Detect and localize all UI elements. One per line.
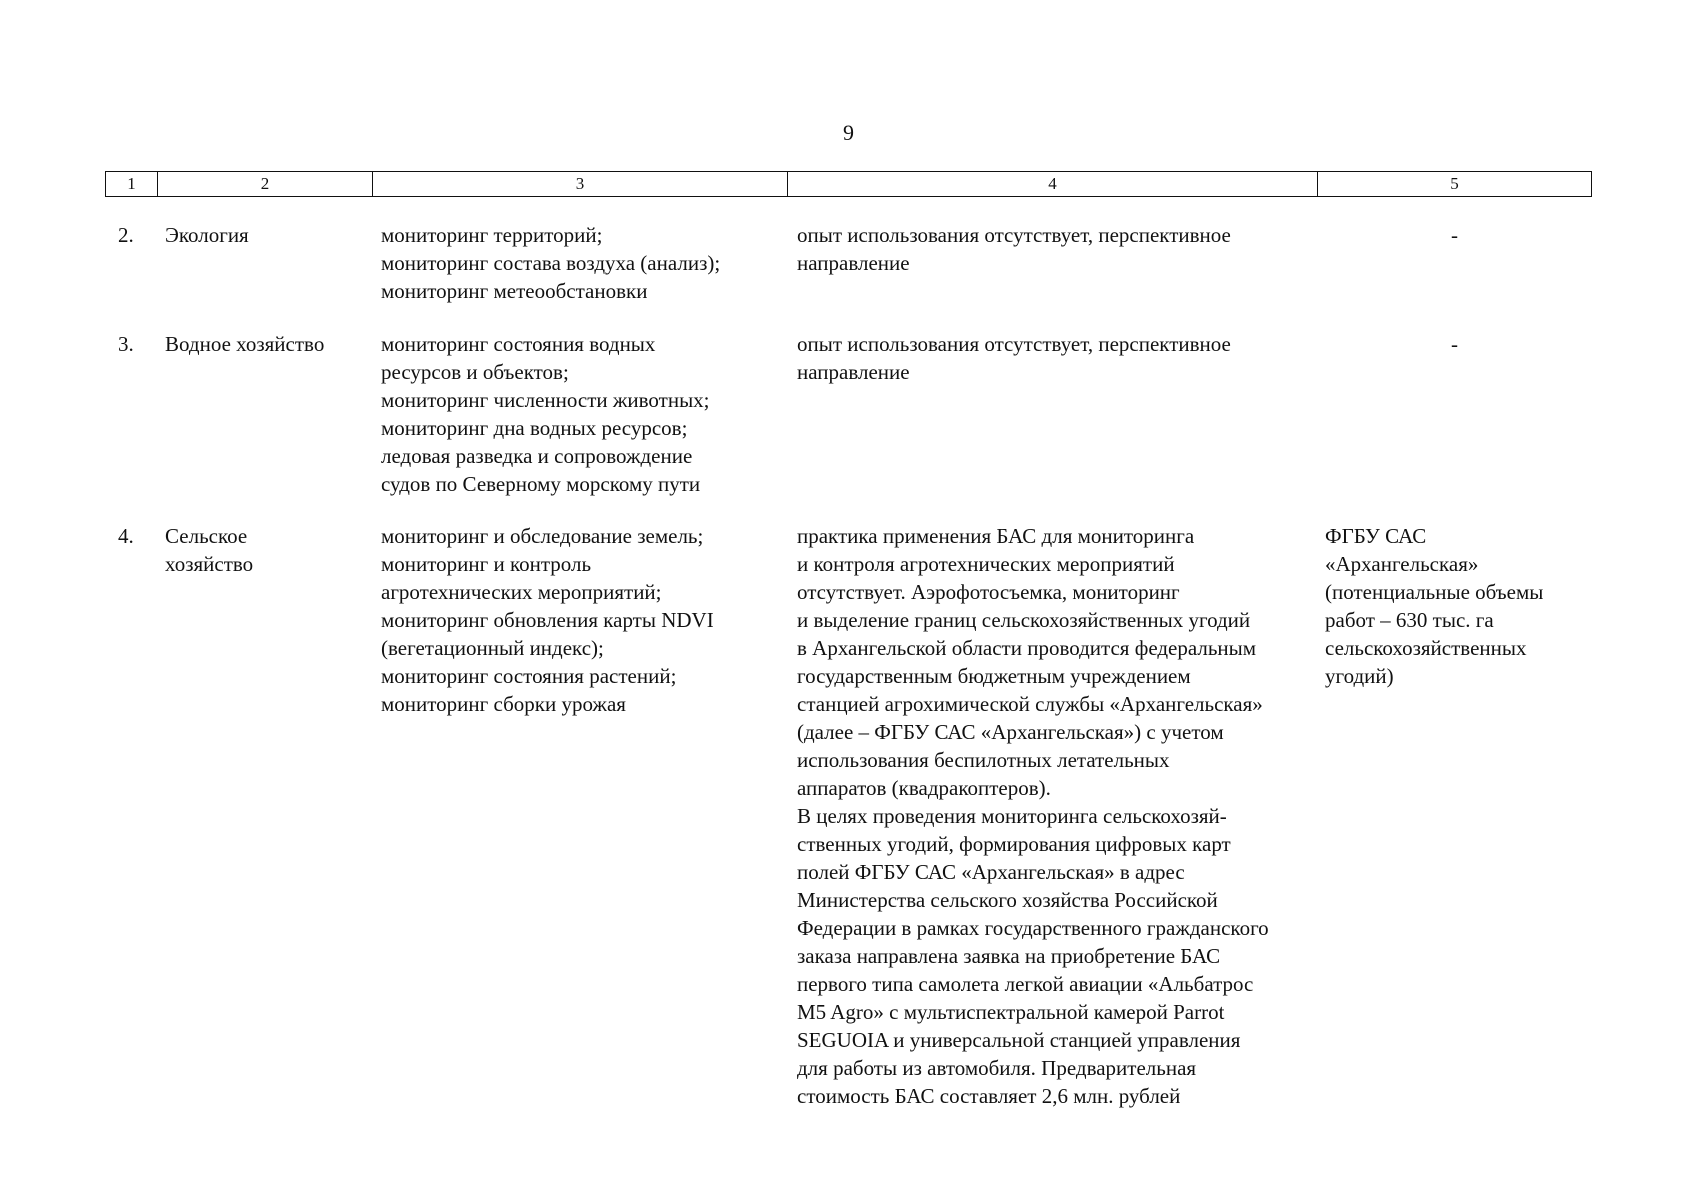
header-col-3: 3 xyxy=(373,172,788,196)
experience-line: полей ФГБУ САС «Архангельская» в адрес xyxy=(797,860,1185,884)
experience-text xyxy=(797,522,1327,1110)
experience-line: заказа направлена заявка на приобретение БАС xyxy=(797,944,1221,968)
task-line: мониторинг и контроль xyxy=(381,552,592,576)
experience-line: опыт использования отсутствует, перспективное xyxy=(797,223,1231,247)
experience-line: первого типа самолета легкой авиации «Альбатрос xyxy=(797,972,1254,996)
table-header xyxy=(105,171,1592,197)
experience-line: M5 Agro» с мультиспектральной камерой Parrot xyxy=(797,1000,1225,1024)
experience-line: направление xyxy=(797,360,910,384)
task-line: мониторинг сборки урожая xyxy=(381,692,626,716)
task-line: (вегетационный индекс); xyxy=(381,636,604,660)
header-col-1: 1 xyxy=(106,172,158,196)
experience-line: SEGUOIA и универсальной станцией управления xyxy=(797,1028,1241,1052)
page-number: 9 xyxy=(843,120,854,145)
sector-name xyxy=(165,330,365,358)
experience-line: Федерации в рамках государственного гражданского xyxy=(797,916,1269,940)
experience-line: использования беспилотных летательных xyxy=(797,748,1170,772)
task-line: ледовая разведка и сопровождение xyxy=(381,444,693,468)
experience-line: и выделение границ сельскохозяйственных угодий xyxy=(797,608,1251,632)
experience-line: В целях проведения мониторинга сельскохозяй- xyxy=(797,804,1227,828)
task-line: ресурсов и объектов; xyxy=(381,360,569,384)
experience-line: и контроля агротехнических мероприятий xyxy=(797,552,1175,576)
note-line: (потенциальные объемы xyxy=(1325,580,1544,604)
task-line: мониторинг территорий; xyxy=(381,223,603,247)
experience-line: практика применения БАС для мониторинга xyxy=(797,524,1195,548)
experience-text xyxy=(797,330,1327,386)
note-line: сельскохозяйственных xyxy=(1325,636,1527,660)
experience-line: опыт использования отсутствует, перспективное xyxy=(797,332,1231,356)
note-line: - xyxy=(1451,223,1458,247)
tasks-list xyxy=(381,522,791,718)
sector-line: Водное хозяйство xyxy=(165,332,325,356)
experience-line: Министерства сельского хозяйства Российской xyxy=(797,888,1218,912)
task-line: мониторинг численности животных; xyxy=(381,388,710,412)
sector-line: Экология xyxy=(165,223,249,247)
row-number: 4. xyxy=(118,524,134,548)
task-line: мониторинг состояния водных xyxy=(381,332,656,356)
sector-name xyxy=(165,221,365,249)
header-col-2: 2 xyxy=(158,172,373,196)
experience-line: станцией агрохимической службы «Архангельская» xyxy=(797,692,1263,716)
note-text xyxy=(1325,522,1589,690)
experience-line: аппаратов (квадракоптеров). xyxy=(797,776,1051,800)
task-line: мониторинг состава воздуха (анализ); xyxy=(381,251,721,275)
experience-line: направление xyxy=(797,251,910,275)
header-col-5: 5 xyxy=(1450,174,1459,193)
experience-line: для работы из автомобиля. Предварительная xyxy=(797,1056,1197,1080)
experience-line: в Архангельской области проводится федеральным xyxy=(797,636,1257,660)
row-number: 2. xyxy=(118,223,134,247)
note-text xyxy=(1317,221,1592,249)
experience-line: стоимость БАС составляет 2,6 млн. рублей xyxy=(797,1084,1181,1108)
task-line: мониторинг и обследование земель; xyxy=(381,524,704,548)
experience-line: ственных угодий, формирования цифровых карт xyxy=(797,832,1231,856)
note-text xyxy=(1317,330,1592,358)
sector-line: хозяйство xyxy=(165,552,254,576)
note-line: «Архангельская» xyxy=(1325,552,1479,576)
task-line: мониторинг дна водных ресурсов; xyxy=(381,416,688,440)
header-col-4: 4 xyxy=(788,172,1318,196)
sector-line: Сельское xyxy=(165,524,248,548)
task-line: судов по Северному морскому пути xyxy=(381,472,701,496)
tasks-list xyxy=(381,330,791,498)
task-line: мониторинг обновления карты NDVI xyxy=(381,608,714,632)
task-line: агротехнических мероприятий; xyxy=(381,580,662,604)
sector-name xyxy=(165,522,365,578)
note-line: работ – 630 тыс. га xyxy=(1325,608,1494,632)
experience-line: государственным бюджетным учреждением xyxy=(797,664,1191,688)
note-line: ФГБУ САС xyxy=(1325,524,1427,548)
experience-line: отсутствует. Аэрофотосъемка, мониторинг xyxy=(797,580,1180,604)
experience-line: (далее – ФГБУ САС «Архангельская») с учетом xyxy=(797,720,1224,744)
experience-text xyxy=(797,221,1327,277)
task-line: мониторинг метеообстановки xyxy=(381,279,648,303)
row-number: 3. xyxy=(118,332,134,356)
tasks-list xyxy=(381,221,791,305)
note-line: угодий) xyxy=(1325,664,1394,688)
task-line: мониторинг состояния растений; xyxy=(381,664,677,688)
note-line: - xyxy=(1451,332,1458,356)
